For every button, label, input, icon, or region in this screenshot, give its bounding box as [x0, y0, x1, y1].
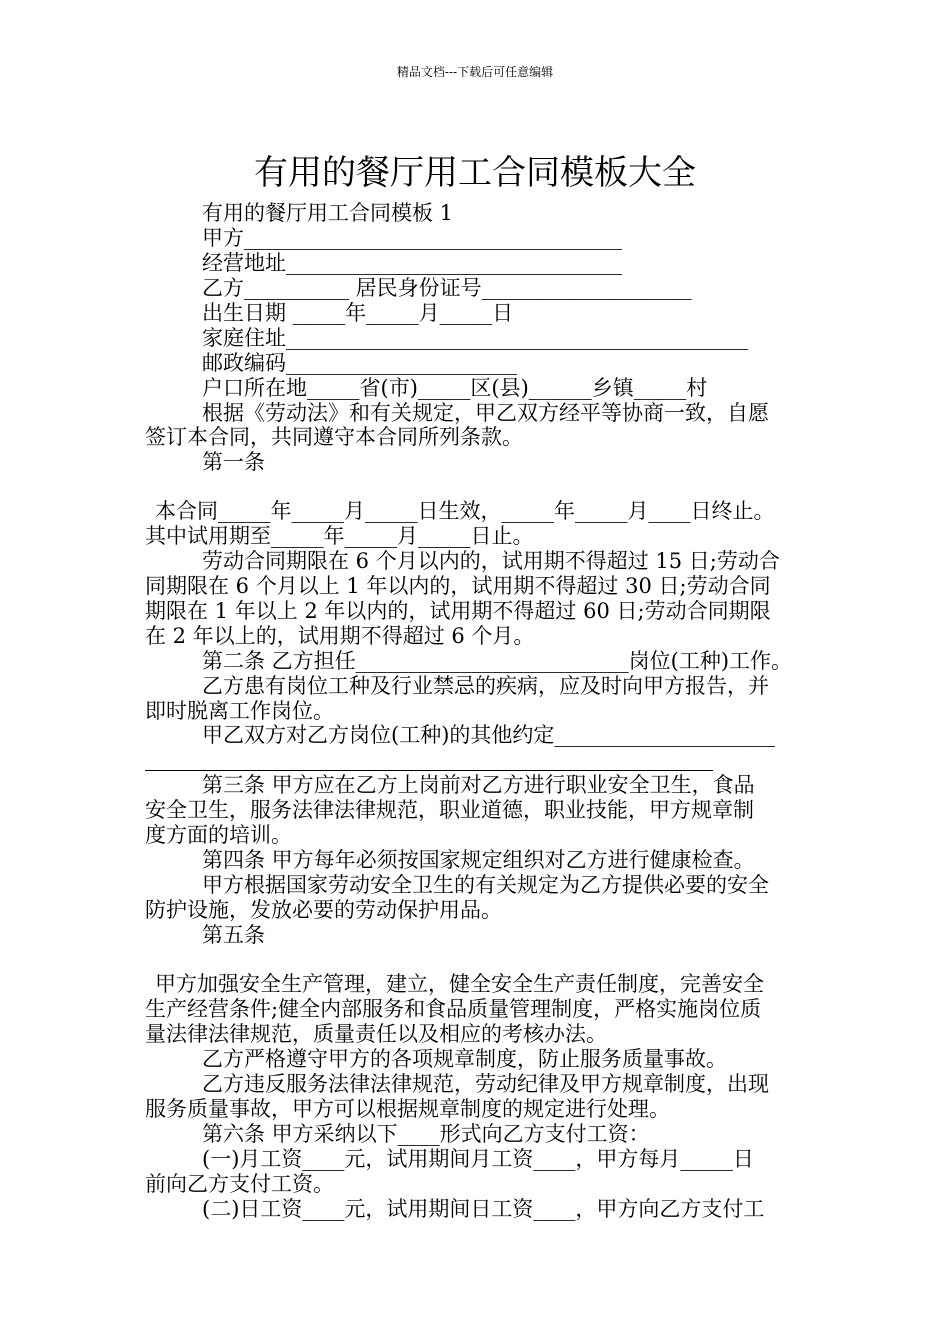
text-line: 第三条 甲方应在乙方上岗前对乙方进行职业安全卫生，食品 [202, 773, 755, 797]
text-line: 生产经营条件;健全内部服务和食品质量管理制度，严格实施岗位质 [145, 997, 762, 1021]
text-line: 邮政编码______________________ [202, 351, 517, 375]
text-line: 第四条 甲方每年必须按国家规定组织对乙方进行健康检查。 [202, 848, 755, 872]
text-line: 前向乙方支付工资。 [145, 1172, 334, 1196]
text-line: 其中试用期至_____年_____月_____日止。 [145, 524, 534, 548]
text-line: 在 2 年以上的，试用期不得超过 6 个月。 [145, 624, 535, 648]
text-line: 户口所在地_____省(市)_____区(县)______乡镇_____村 [202, 376, 708, 400]
text-line: 甲方加强安全生产管理，建立，健全安全生产责任制度，完善安全 [155, 972, 764, 996]
document-title: 有用的餐厅用工合同模板大全 [254, 152, 696, 193]
blank-underline [145, 770, 713, 771]
text-line: 甲方____________________________________ [202, 226, 622, 250]
text-line: 度方面的培训。 [145, 823, 292, 847]
text-line: 同期限在 6 个月以上 1 年以内的，试用期不得超过 30 日;劳动合同 [145, 574, 771, 598]
text-line: 量法律法律规范，质量责任以及相应的考核办法。 [145, 1022, 607, 1046]
text-line: 安全卫生，服务法律法律规范，职业道德，职业技能，甲方规章制 [145, 798, 754, 822]
text-line: 劳动合同期限在 6 个月以内的，试用期不得超过 15 日;劳动合 [202, 549, 780, 573]
header-note: 精品文档---下载后可任意编辑 [396, 65, 554, 79]
text-line: 服务质量事故，甲方可以根据规章制度的规定进行处理。 [145, 1097, 670, 1121]
text-line: 乙方违反服务法律法律规范，劳动纪律及甲方规章制度，出现 [202, 1072, 769, 1096]
text-line: 期限在 1 年以上 2 年以内的，试用期不得超过 60 日;劳动合同期限 [145, 599, 771, 623]
text-line: 本合同_____年_____月_____日生效，_____年_____月____日终止。 [155, 499, 775, 523]
text-line: 甲乙双方对乙方岗位(工种)的其他约定_____________________ [202, 723, 775, 747]
text-line: 乙方__________ 居民身份证号____________________ [202, 276, 692, 300]
text-line: 签订本合同，共同遵守本合同所列条款。 [145, 425, 523, 449]
text-line: 乙方患有岗位工种及行业禁忌的疾病，应及时向甲方报告，并 [202, 674, 769, 698]
text-line: 有用的餐厅用工合同模板 1 [202, 201, 454, 225]
text-line: (一)月工资____元，试用期间月工资____，甲方每月_____日 [202, 1147, 754, 1171]
text-line: 家庭住址____________________________________________ [202, 326, 748, 350]
text-line: 第六条 甲方采纳以下____形式向乙方支付工资： [202, 1122, 650, 1146]
text-line: 经营地址________________________________ [202, 251, 622, 275]
text-line: 第一条 [202, 450, 265, 474]
text-line: 防护设施，发放必要的劳动保护用品。 [145, 898, 502, 922]
text-line: (二)日工资____元，试用期间日工资____，甲方向乙方支付工 [202, 1197, 765, 1221]
text-line: 即时脱离工作岗位。 [145, 699, 334, 723]
text-line: 甲方根据国家劳动安全卫生的有关规定为乙方提供必要的安全 [202, 873, 769, 897]
text-line: 第五条 [202, 923, 265, 947]
text-line: 根据《劳动法》和有关规定，甲乙双方经平等协商一致，自愿 [202, 401, 769, 425]
text-line: 出生日期 _____年_____月_____日 [202, 301, 514, 325]
text-line: 第二条 乙方担任__________________________岗位(工种)工作。 [202, 649, 793, 673]
text-line: 乙方严格遵守甲方的各项规章制度，防止服务质量事故。 [202, 1047, 727, 1071]
